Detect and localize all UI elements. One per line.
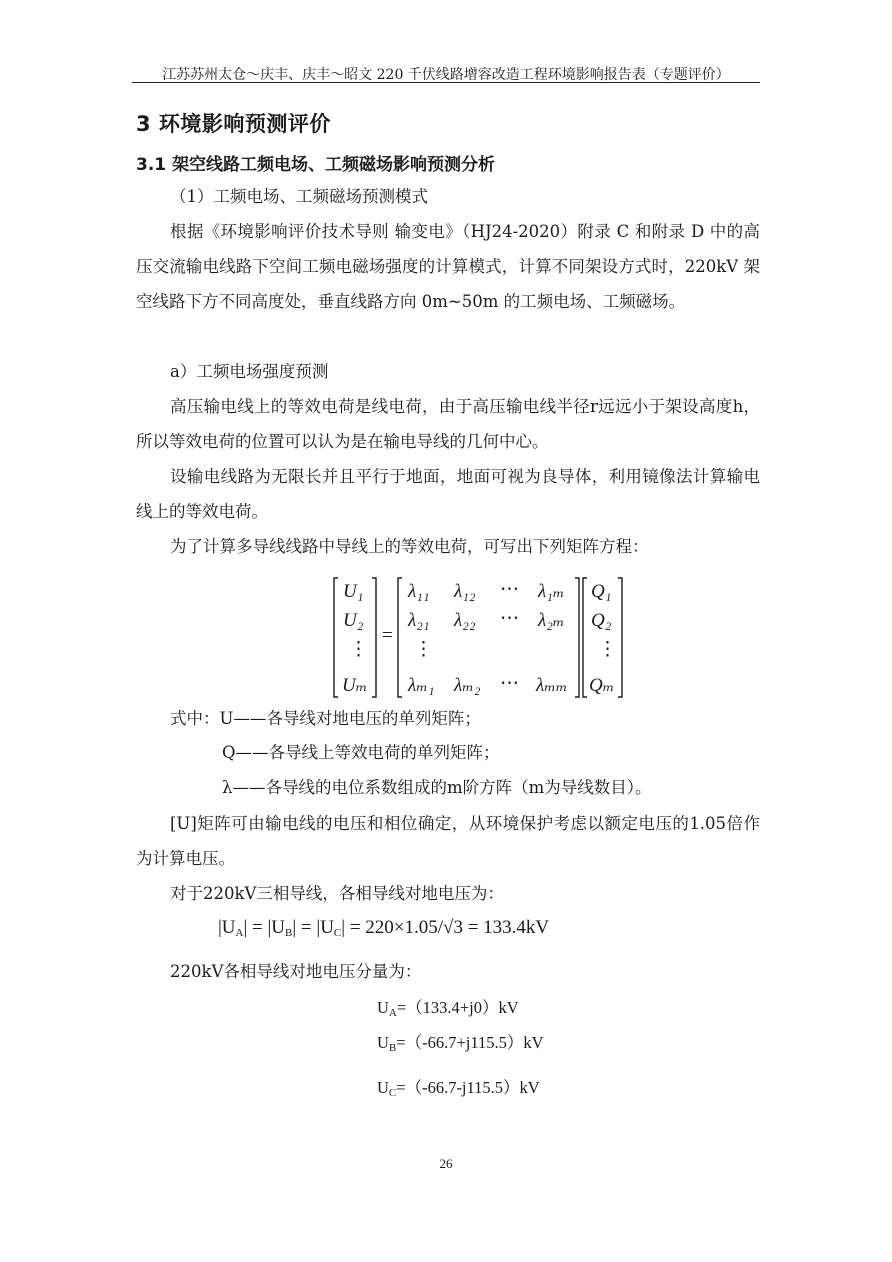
matrix-u1: U₁ — [343, 581, 364, 602]
definition-lambda: λ——各导线的电位系数组成的m阶方阵（m为导线数目）。 — [222, 778, 652, 797]
bracket-left-open — [334, 578, 338, 697]
matrix-q2: Q₂ — [591, 610, 612, 631]
paragraph-model-title: （1）工频电场、工频磁场预测模式 — [170, 187, 428, 206]
paragraph-components: 220kV各相导线对地电压分量为： — [170, 962, 422, 981]
subsection-heading: 3.1 架空线路工频电场、工频磁场影响预测分析 — [136, 155, 496, 175]
lambda-row1-dots: ⋯ — [500, 579, 519, 600]
header-rule — [132, 82, 760, 83]
bracket-lambda-close — [575, 578, 579, 697]
lambda-2m: λ₂ₘ — [538, 610, 565, 631]
bracket-q-close — [618, 578, 622, 697]
lambda-rowm-dots: ⋯ — [500, 673, 519, 694]
matrix-equals: = — [382, 625, 393, 646]
bracket-q-open — [583, 578, 587, 697]
lambda-row2-dots: ⋯ — [500, 608, 519, 629]
bracket-left-close — [372, 578, 376, 697]
page-header: 江苏苏州太仓～庆丰、庆丰～昭文 220 千伏线路增容改造工程环境影响报告表（专题评价） — [162, 67, 730, 83]
paragraph-mirror-method: 设输电线路为无限长并且平行于地面，地面可视为良导体，利用镜像法计算输电线上的等效电荷。 — [136, 467, 760, 521]
lambda-12: λ₁₂ — [454, 581, 476, 602]
matrix-q-dots: ⋮ — [598, 639, 617, 660]
component-ua: $U_A=(133.4+j0)kV$ — [377, 998, 519, 1019]
matrix-qm: Qₘ — [589, 675, 615, 696]
lambda-m2: λₘ₂ — [454, 675, 481, 696]
component-uc: $U_C=(-66.7-j115.5)kV$ — [377, 1078, 540, 1099]
matrix-u-dots: ⋮ — [349, 639, 368, 660]
lambda-11: λ₁₁ — [408, 581, 430, 602]
bracket-lambda-open — [398, 578, 402, 697]
matrix-q1: Q₁ — [591, 581, 612, 602]
lambda-22: λ₂₂ — [454, 610, 476, 631]
section-heading: 3 环境影响预测评价 — [136, 112, 331, 136]
lambda-m1: λₘ₁ — [408, 675, 435, 696]
matrix-um: Uₘ — [342, 675, 368, 696]
paragraph-equivalent-charge: 高压输电线上的等效电荷是线电荷，由于高压输电线半径r远远小于架设高度h，所以等效电荷的位置可以认为是在输电导线的几何中心。 — [136, 397, 760, 451]
paragraph-three-phase: 对于220kV三相导线，各相导线对地电压为： — [170, 884, 504, 903]
component-ub: $U_B=(-66.7+j115.5)kV$ — [377, 1033, 544, 1054]
matrix-u2: U₂ — [343, 610, 364, 631]
voltage-formula: $|U_A| = |U_B| = |U_C| = 220\times 1.05/√3 = 133.4kV$ — [218, 917, 550, 939]
matrix-equation — [330, 575, 630, 700]
lambda-col-dots: ⋮ — [414, 639, 433, 660]
lambda-21: λ₂₁ — [408, 610, 430, 631]
lambda-mm: λₘₘ — [536, 675, 568, 696]
definition-q: Q——各导线上等效电荷的单列矩阵； — [222, 743, 500, 762]
paragraph-matrix-intro: 为了计算多导线线路中导线上的等效电荷，可写出下列矩阵方程： — [170, 537, 649, 556]
paragraph-intro: 根据《环境影响评价技术导则 输变电》（HJ24-2020）附录 C 和附录 D 中的高压交流输电线路下空间工频电磁场强度的计算模式，计算不同架设方式时，220kV 架空线路下方不同高度处，垂直线路方向 0m~50m 的工频电场、工频磁场。 — [136, 222, 760, 311]
paragraph-efield-title: a）工频电场强度预测 — [170, 362, 329, 381]
lambda-1m: λ₁ₘ — [538, 581, 565, 602]
definition-u: 式中：U——各导线对地电压的单列矩阵； — [170, 709, 481, 728]
page-number: 26 — [439, 1156, 453, 1171]
paragraph-calc-voltage: [U]矩阵可由输电线的电压和相位确定，从环境保护考虑以额定电压的1.05倍作为计算电压。 — [136, 814, 760, 868]
